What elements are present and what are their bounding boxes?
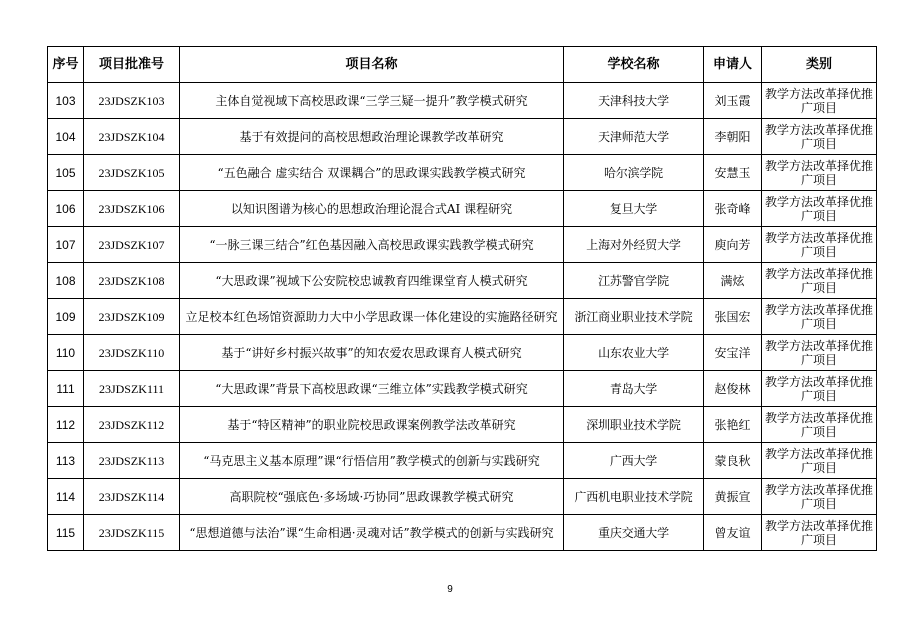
cell-approval-number: 23JDSZK108 — [84, 263, 180, 299]
cell-category: 教学方法改革择优推广项目 — [762, 227, 877, 263]
cell-approval-number: 23JDSZK106 — [84, 191, 180, 227]
cell-school-name: 深圳职业技术学院 — [564, 407, 704, 443]
cell-applicant: 张艳红 — [704, 407, 762, 443]
cell-applicant: 黄振宣 — [704, 479, 762, 515]
cell-approval-number: 23JDSZK112 — [84, 407, 180, 443]
cell-school-name: 江苏警官学院 — [564, 263, 704, 299]
cell-serial-number: 106 — [48, 191, 84, 227]
table-row — [48, 83, 877, 119]
cell-school-name: 广西机电职业技术学院 — [564, 479, 704, 515]
cell-applicant: 安慧玉 — [704, 155, 762, 191]
cell-applicant: 曾友谊 — [704, 515, 762, 551]
table-row — [48, 299, 877, 335]
cell-applicant: 蒙良秋 — [704, 443, 762, 479]
cell-approval-number: 23JDSZK111 — [84, 371, 180, 407]
table-header-row — [48, 47, 877, 83]
cell-school-name: 重庆交通大学 — [564, 515, 704, 551]
cell-project-name: 立足校本红色场馆资源助力大中小学思政课一体化建设的实施路径研究 — [180, 299, 564, 335]
header-applicant: 申请人 — [704, 47, 762, 83]
cell-category: 教学方法改革择优推广项目 — [762, 335, 877, 371]
table-row — [48, 443, 877, 479]
header-project-name: 项目名称 — [180, 47, 564, 83]
cell-approval-number: 23JDSZK110 — [84, 335, 180, 371]
cell-project-name: 高职院校“强底色·多场域·巧协同”思政课教学模式研究 — [180, 479, 564, 515]
cell-category: 教学方法改革择优推广项目 — [762, 83, 877, 119]
cell-project-name: “一脉三课三结合”红色基因融入高校思政课实践教学模式研究 — [180, 227, 564, 263]
cell-category: 教学方法改革择优推广项目 — [762, 119, 877, 155]
table-row — [48, 263, 877, 299]
header-school-name: 学校名称 — [564, 47, 704, 83]
cell-serial-number: 115 — [48, 515, 84, 551]
cell-approval-number: 23JDSZK109 — [84, 299, 180, 335]
cell-project-name: “五色融合 虚实结合 双课耦合”的思政课实践教学模式研究 — [180, 155, 564, 191]
cell-applicant: 张奇峰 — [704, 191, 762, 227]
cell-school-name: 浙江商业职业技术学院 — [564, 299, 704, 335]
cell-serial-number: 105 — [48, 155, 84, 191]
cell-serial-number: 107 — [48, 227, 84, 263]
cell-serial-number: 109 — [48, 299, 84, 335]
cell-project-name: “思想道德与法治”课“生命相遇·灵魂对话”教学模式的创新与实践研究 — [180, 515, 564, 551]
cell-school-name: 天津师范大学 — [564, 119, 704, 155]
table-row — [48, 515, 877, 551]
cell-applicant: 李朝阳 — [704, 119, 762, 155]
cell-project-name: “大思政课”视域下公安院校忠诚教育四维课堂育人模式研究 — [180, 263, 564, 299]
cell-applicant: 刘玉霞 — [704, 83, 762, 119]
cell-category: 教学方法改革择优推广项目 — [762, 155, 877, 191]
cell-applicant: 赵俊林 — [704, 371, 762, 407]
table-row — [48, 191, 877, 227]
cell-school-name: 哈尔滨学院 — [564, 155, 704, 191]
cell-serial-number: 103 — [48, 83, 84, 119]
cell-approval-number: 23JDSZK115 — [84, 515, 180, 551]
cell-serial-number: 110 — [48, 335, 84, 371]
cell-applicant: 庾向芳 — [704, 227, 762, 263]
table-row — [48, 119, 877, 155]
cell-approval-number: 23JDSZK113 — [84, 443, 180, 479]
cell-category: 教学方法改革择优推广项目 — [762, 371, 877, 407]
cell-school-name: 青岛大学 — [564, 371, 704, 407]
cell-project-name: 基于“特区精神”的职业院校思政课案例教学法改革研究 — [180, 407, 564, 443]
header-approval-number: 项目批准号 — [84, 47, 180, 83]
cell-serial-number: 104 — [48, 119, 84, 155]
cell-approval-number: 23JDSZK104 — [84, 119, 180, 155]
cell-category: 教学方法改革择优推广项目 — [762, 407, 877, 443]
cell-serial-number: 111 — [48, 371, 84, 407]
cell-serial-number: 114 — [48, 479, 84, 515]
project-table-container — [47, 46, 876, 551]
table-row — [48, 407, 877, 443]
cell-serial-number: 112 — [48, 407, 84, 443]
cell-category: 教学方法改革择优推广项目 — [762, 299, 877, 335]
table-row — [48, 479, 877, 515]
cell-school-name: 天津科技大学 — [564, 83, 704, 119]
cell-category: 教学方法改革择优推广项目 — [762, 443, 877, 479]
table-row — [48, 227, 877, 263]
cell-serial-number: 108 — [48, 263, 84, 299]
header-category: 类别 — [762, 47, 877, 83]
cell-category: 教学方法改革择优推广项目 — [762, 263, 877, 299]
cell-applicant: 满炫 — [704, 263, 762, 299]
cell-approval-number: 23JDSZK103 — [84, 83, 180, 119]
cell-school-name: 山东农业大学 — [564, 335, 704, 371]
page-number: 9 — [447, 584, 453, 595]
cell-project-name: “大思政课”背景下高校思政课“三维立体”实践教学模式研究 — [180, 371, 564, 407]
table-row — [48, 371, 877, 407]
cell-school-name: 上海对外经贸大学 — [564, 227, 704, 263]
cell-project-name: 主体自觉视域下高校思政课“三学三疑一提升”教学模式研究 — [180, 83, 564, 119]
cell-approval-number: 23JDSZK107 — [84, 227, 180, 263]
project-table — [47, 46, 877, 551]
cell-school-name: 复旦大学 — [564, 191, 704, 227]
cell-serial-number: 113 — [48, 443, 84, 479]
cell-school-name: 广西大学 — [564, 443, 704, 479]
cell-category: 教学方法改革择优推广项目 — [762, 515, 877, 551]
cell-project-name: 基于有效提问的高校思想政治理论课教学改革研究 — [180, 119, 564, 155]
table-row — [48, 155, 877, 191]
cell-applicant: 安宝洋 — [704, 335, 762, 371]
header-serial-number: 序号 — [48, 47, 84, 83]
cell-category: 教学方法改革择优推广项目 — [762, 191, 877, 227]
cell-approval-number: 23JDSZK105 — [84, 155, 180, 191]
cell-applicant: 张国宏 — [704, 299, 762, 335]
cell-approval-number: 23JDSZK114 — [84, 479, 180, 515]
cell-project-name: 基于“讲好乡村振兴故事”的知农爱农思政课育人模式研究 — [180, 335, 564, 371]
cell-project-name: “马克思主义基本原理”课“行悟信用”教学模式的创新与实践研究 — [180, 443, 564, 479]
cell-project-name: 以知识图谱为核心的思想政治理论混合式AI 课程研究 — [180, 191, 564, 227]
cell-category: 教学方法改革择优推广项目 — [762, 479, 877, 515]
table-row — [48, 335, 877, 371]
